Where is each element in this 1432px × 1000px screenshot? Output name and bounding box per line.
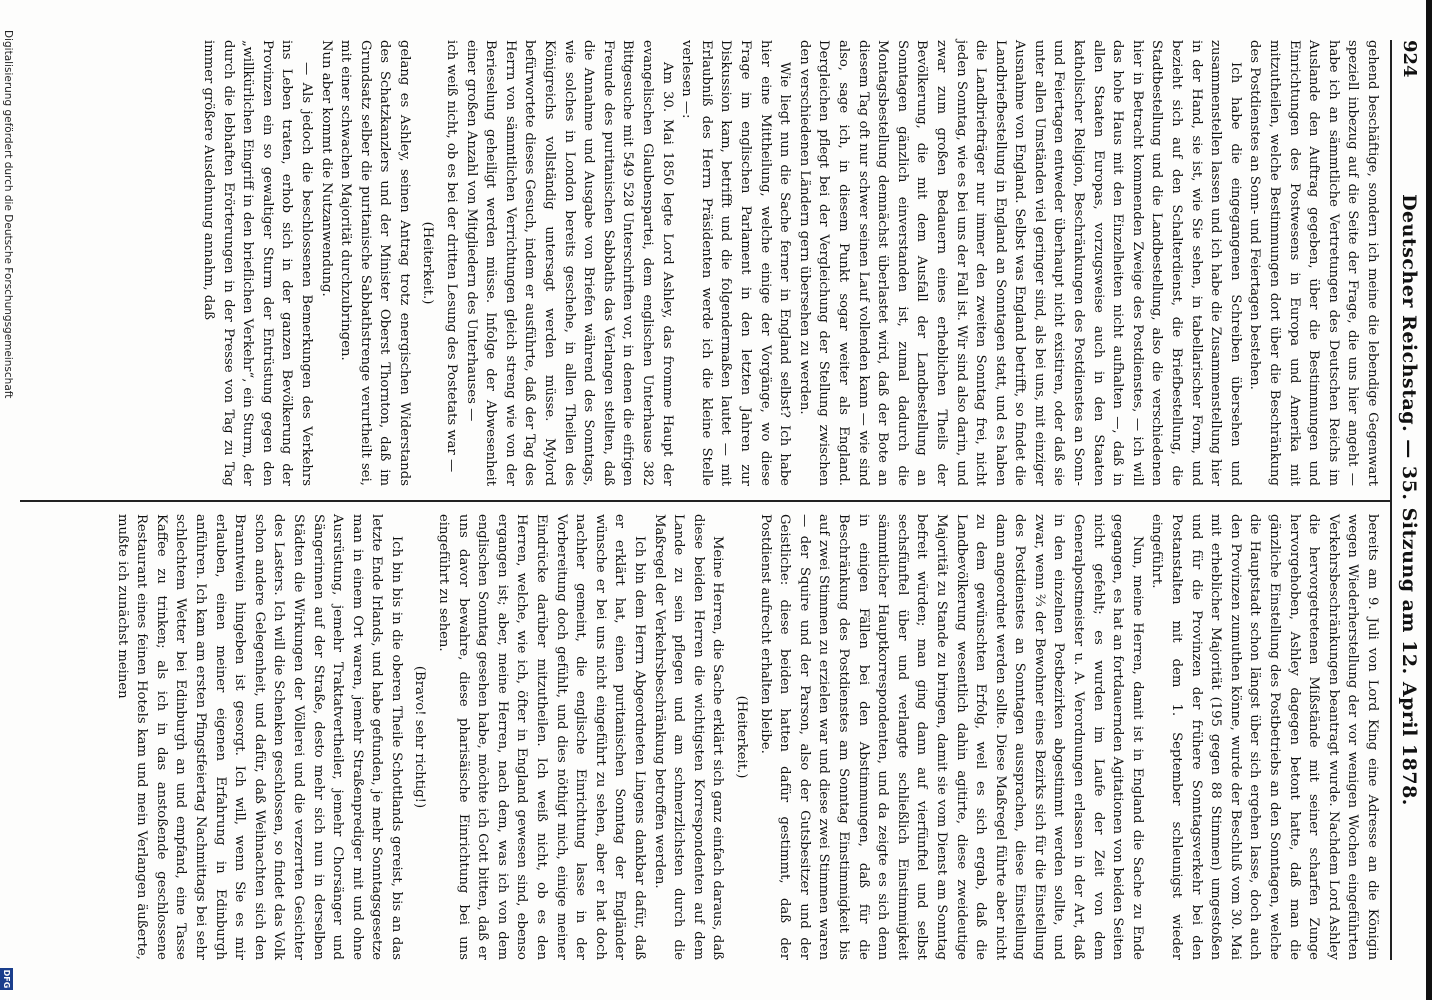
paragraph: gelang es Ashley, seinen Antrag trotz energischen Widerstands des Schatzkanzlers und der Minister Oberst Thornton, daß im Grundsatz selber die puritanische Sabbathstrenge verurtheilt sei, mit einer schwachen Majorität durchzubringen. xyxy=(338,40,412,486)
paragraph: Ich bin bis in die oberen Theile Schottlands gereist, bis an das letzte Ende Irlands, und habe gefunden, je mehr Sonntagsgesetze man in einem Ort waren, jemehr Straßenprediger mit und ohne Ausrüstung, jemehr Traktatvertheiler, jemehr Chorsänger und Sängerinnen auf der Straße, desto mehr sich nun in derselben Städten die Wirkungen der Völlerei und die verzerrten Gesichter des Lasters. Ich will die Schenken geschlossen, so findet das Volk schon andere Gelegenheit, und dafür, daß Weihnachten sich den Branntwein hingeben ist gesorgt. Ich will, wenn Sie es mir erlauben, einen meiner eigenen Erfahrung in Edinburgh anführen. Ich kam am ersten Pfingstfeiertag Nachmittags bei sehr schlechtem Wetter bei Edinburgh an und empfand, eine Tasse Kaffee zu trinken; als ich in das anstoßende geschlossene Restaurant eines feinen Hotels kam und mein Verlangen äußerte, mußte ich zunächst meinen xyxy=(114,514,404,960)
paragraph: — Als jedoch die beschlossenen Bemerkungen des Verkehrs ins Leben traten, erhob sich in der ganzen Bevölkerung der Provinzen ein so gewaltiger Sturm der Entrüstung gegen den „willkürlichen Eingriff in den brieflichen Verkehr“, ein Sturm, der durch die lebhaften Erörterungen in der Presse von Tag zu Tag immer größere Ausdehnung annahm, daß xyxy=(200,40,314,486)
paragraph: Nun aber kommt die Nutzanwendung. xyxy=(318,40,334,297)
paragraph: Nun, meine Herren, damit ist in England die Sache zu Ende gegangen, es hat an fortdauernden Agitationen von beiden Seiten nicht gefehlt; es wurden im Laufe der Zeit von dem Generalpostmeister u. A. Verordnungen erlassen in der Art, daß in den einzelnen Postbezirken abgestimmt werden sollte, und zwar, wenn ⅔ der Bewohner eines Bezirks sich für die Einstellung des Postdienstes an Sonntagen aussprachen, diese Einstellung dann angeordnet werden sollte. Diese Maßregel führte aber nicht zu dem gewünschten Erfolg, weil es sich ergab, daß die Landbevölkerung wesentlich dahin agitirte, diese zweideutige Majorität zu Stande zu bringen, damit sie vom Dienst am Sonntag befreit würden; man ging dann auf vierfünftel und selbst sechsfünftel über und verlangte schließlich Einstimmigkeit sämmtlicher Hauptkorrespondenten, und da zeigte es sich denn in einigen Fällen bei den Abstimmungen, daß für die Beschränkung des Postdienstes am Sonntag Einstimmigkeit bis auf zwei Stimmen zu erzielen war und diese zwei Stimmen waren — der Squire und der Parson, also der Gutsbesitzer und der Geistliche: diese beiden hatten dafür gestimmt, daß der Postdienst aufrecht erhalten bleibe. xyxy=(757,514,1145,960)
paragraph: Meine Herren, die Sache erklärt sich ganz einfach daraus, daß diese beiden Herren die wichtigsten Korrespondenten auf dem Lande zu sein pflegen und am schmerzlichsten durch die Maßregel der Verkehrsbeschränkung betroffen werden. xyxy=(651,514,726,960)
column-divider xyxy=(20,500,1392,502)
dfg-logo: DFG xyxy=(2,969,11,989)
digitization-text: Digitalisierung gefördert durch die Deutsche Forschungsgemeinschaft xyxy=(2,30,14,399)
stage-direction: (Bravo! sehr richtig!) xyxy=(412,665,428,809)
left-column xyxy=(198,40,1382,486)
page-number: 924 xyxy=(1399,40,1420,78)
right-column xyxy=(112,514,1382,960)
quotation: Am 30. Mai 1850 legte Lord Ashley, das fromme Haupt der evangelischen Glaubenspartei, dem englischen Unterhause 382 Bittgesuche mit 549 528 Unterschriften vor, in denen die eifrigen Freunde des puritanischen Sabbaths das Verlangen stellten, daß die Annahme und Ausgabe von Briefen während des Sonntags, wie solches in London bereits geschehe, in allen Theilen des Königreichs vollständig untersagt werden müsse. Mylord befürwortete dieses Gesuch, indem er ausführte, daß der Tag des Herrn von sämmtlichen Verrichtungen gleich streng wie von der Berieselung geheiligt werden müsse. Infolge der Abwesenheit einer großen Anzahl von Mitgliedern des Unterhauses — xyxy=(463,40,675,486)
paragraph: Wie liegt nun die Sache ferner in England selbst? Ich habe hier eine Mittheilung, welche einige der Vorgänge, wo diese Frage im englischen Parlament in den letzten Jahren zur Diskussion kam, betrifft und die folgendermaßen lautet — mit Erlaubniß des Herrn Präsidenten werde ich die kleine Stelle verlesen —: xyxy=(679,40,793,486)
stage-direction: (Heiterkeit.) xyxy=(420,221,436,305)
paragraph: ich weiß nicht, ob es bei der dritten Lesung des Postetats war — xyxy=(444,40,460,473)
paragraph: Ich habe die eingegangenen Schreiben übersehen und zusammenstellen lassen und ich habe die Zusammenstellung hier in der Hand, sie ist, wie Sie sehen, in tabellarischer Form, und bezieht sich auf den Schalterdienst, die Briefbestellung, die Stadtbestellung und die Landbestellung, also die verschiedenen hier in Betracht kommenden Zweige des Postdienstes, — ich will das hohe Haus mit den Einzelheiten nicht aufhalten —, daß in allen Staaten Europas, vorzugsweise auch in den Staaten katholischer Religion, Beschränkungen des Postdienstes an Sonn- und Feiertagen entweder überhaupt nicht existiren, oder daß sie unter allen Umständen viel geringer sind, als bei uns, mit einziger Ausnahme von England. Selbst was England betrifft, so findet die Landbriefbestellung in England an Sonntagen statt, und es haben die Landbriefträger nur immer den zweiten Sonntag frei, nicht jeden Sonntag, wie es bei uns der Fall ist. Wir sind also darin, und zwar zum großen Bedauern eines erheblichen Theils der Bevölkerung, die mit dem Ausfall der Landbestellung an Sonntagen gänzlich einverstanden ist, zumal dadurch die Montagsbestellung demnächst überlastet wird, daß der Bote an diesem Tag oft nur schwer seinen Lauf vollenden kann — wie sind also, sage ich, in diesem Punkt sogar weiter als England. Dergleichen pflegt bei der Vergleichung der Stellung zwischen den verschiedenen Ländern gern übersehen zu werden. xyxy=(796,40,1243,486)
digitization-note xyxy=(0,0,14,1000)
paragraph: Ich bin dem Herrn Abgeordneten Lingens dankbar dafür, daß er erklärt hat, einen puritanischen Sonntag der Engländer wünsche er bei uns nicht eingeführt zu sehen, aber er hat doch nachher gemeint, die englische Einrichtung lasse in der Vorbereitung doch gefühlt, und dies nöthigt mich, einige meiner Eindrücke darüber mitzutheilen. Ich weiß nicht, ob es den Herren, welche, wie ich, öfter in England gewesen sind, ebenso ergangen ist; aber, meine Herren, nach dem, was ich von dem englischen Sonntag gesehen habe, möchte ich Gott bitten, daß er uns davor bewahre, diese pharisäische Einrichtung bei uns eingeführt zu sehen. xyxy=(436,514,648,960)
paragraph: bereits am 9. Juli von Lord King eine Adresse an die Königin wegen Wiederherstellung der vor wenigen Wochen eingeführten Verkehrsbeschränkungen beantragt wurde. Nachdem Lord Ashley die hervorgetretenen Mißstände mit seiner scharfen Zunge hervorgehoben, Ashley dagegen betont hatte, daß man die gänzliche Einstellung des Postbetriebs an den Sonntagen, welche die Hauptstadt schon längst über sich ergehen lasse, doch auch den Provinzen zumuthen könne, wurde der Beschluß vom 30. Mai mit erheblicher Majorität (195 gegen 88 Stimmen) umgestoßen und für die Provinzen der frühere Sonntagsverkehr bei den Postanstalten mit dem 1. September schleunigst wieder eingeführt. xyxy=(1149,514,1380,960)
paragraph: gehend beschäftige, sondern ich meine die lebendige Gegenwart speziell inbezug auf die Seite der Frage, die uns hier angeht — habe ich an sämmtliche Vertretungen des Deutschen Reichs im Auslande den Auftrag gegeben, über die Bestimmungen und Einrichtungen des Postwesens in Europa und Amerika mit mitzutheilen, welche Bestimmungen dort über die Beschränkung des Postdienstes an Sonn- und Feiertagen bestehen. xyxy=(1247,40,1380,486)
running-head: Deutscher Reichstag. — 35. Sitzung am 12. April 1878. xyxy=(1398,194,1420,806)
page-header xyxy=(1396,40,1428,960)
stage-direction: (Heiterkeit.) xyxy=(734,695,749,779)
